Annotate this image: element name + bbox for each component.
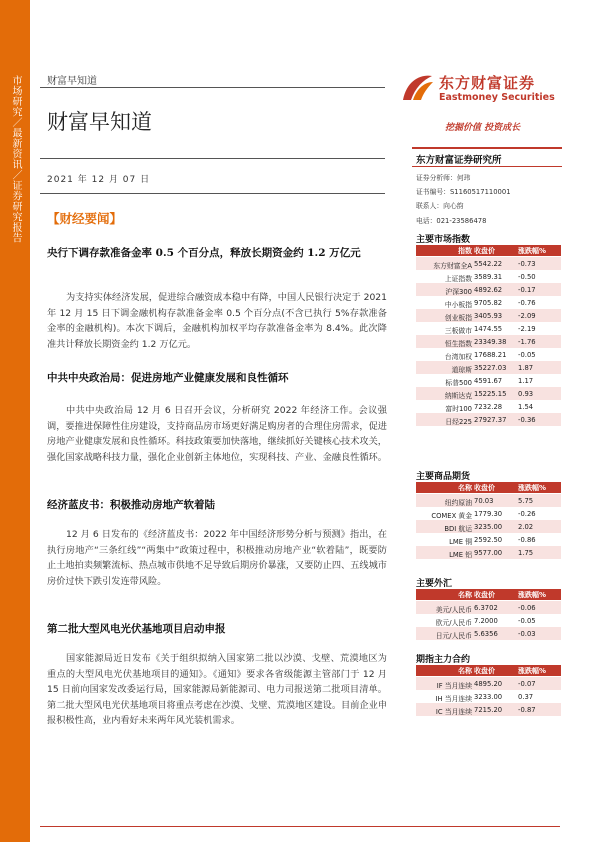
article-heading: 第二批大型风电光伏基地项目启动申报: [47, 623, 226, 635]
table-cell: -0.87: [518, 706, 536, 714]
phone: 电话：021-23586478: [416, 217, 487, 225]
table-header-cell: 收盘价: [474, 591, 495, 599]
table-cell: 纽约原油: [444, 499, 472, 507]
table-cell: -0.05: [518, 617, 536, 625]
table-row: [416, 520, 561, 533]
table-header-cell: 涨跌幅%: [518, 591, 547, 599]
brand-slogan: 挖掘价值 投资成长: [445, 123, 521, 133]
table-cell: -0.50: [518, 273, 536, 281]
table-cell: 5.75: [518, 497, 534, 505]
table-cell: 日经225: [445, 418, 472, 426]
report-category: 财富早知道: [47, 76, 97, 87]
table-row: [416, 413, 561, 426]
table-cell: -0.03: [518, 630, 536, 638]
table-row: [416, 546, 561, 559]
brand-logo: [399, 70, 559, 110]
table-cell: BDI 航运: [444, 525, 472, 533]
table-row: [416, 322, 561, 335]
institute-top-border: [412, 147, 562, 149]
table-row: [416, 374, 561, 387]
table-cell: 0.37: [518, 693, 534, 701]
table-cell: LME 铜: [449, 538, 472, 546]
table-cell: 富时100: [445, 405, 472, 413]
table-row: [416, 335, 561, 348]
table-cell: 3233.00: [474, 693, 503, 701]
table-title: 主要外汇: [416, 579, 453, 589]
table-row: [416, 494, 561, 507]
table-cell: 1.87: [518, 364, 534, 372]
analyst-name: 证券分析师：何玮: [416, 174, 471, 182]
table-cell: IC 当月连续: [435, 708, 472, 716]
table-header-cell: 名称: [458, 591, 472, 599]
sidebar-band: [0, 0, 30, 842]
table-cell: 创业板指: [444, 314, 472, 322]
table-cell: 3589.31: [474, 273, 503, 281]
table-cell: 3235.00: [474, 523, 503, 531]
table-cell: -0.73: [518, 260, 536, 268]
table-cell: 4591.67: [474, 377, 503, 385]
table-header: [416, 482, 561, 493]
article-heading: 中共中央政治局：促进房地产业健康发展和良性循环: [47, 372, 289, 384]
table-row: [416, 703, 561, 716]
table-cell: COMEX 黄金: [431, 512, 472, 520]
table-cell: 35227.03: [474, 364, 507, 372]
table-cell: -0.17: [518, 286, 536, 294]
table-cell: 15225.15: [474, 390, 507, 398]
table-cell: -2.09: [518, 312, 536, 320]
table-cell: 标普500: [445, 379, 472, 387]
table-title: 主要市场指数: [416, 235, 471, 245]
table-row: [416, 283, 561, 296]
table-cell: 恒生指数: [444, 340, 472, 348]
header-divider: [40, 87, 385, 88]
table-header-cell: 指数: [458, 247, 472, 255]
date-divider: [40, 193, 385, 194]
table-title: 期指主力合约: [416, 655, 471, 665]
table-cell: 上证指数: [444, 275, 472, 283]
table-cell: 美元/人民币: [435, 606, 472, 614]
table-header: [416, 665, 561, 676]
table-cell: 6.3702: [474, 604, 498, 612]
table-cell: -0.05: [518, 351, 536, 359]
brand-name-en: Eastmoney Securities: [439, 92, 555, 103]
table-cell: 中小板指: [444, 301, 472, 309]
table-cell: 7215.20: [474, 706, 503, 714]
table-cell: 纳斯达克: [444, 392, 472, 400]
table-cell: IF 当月连续: [436, 682, 472, 690]
table-row: [416, 400, 561, 413]
table-cell: 0.93: [518, 390, 534, 398]
article-body: 12 月 6 日发布的《经济蓝皮书：2022 年中国经济形势分析与预测》指出，在执行房地产“三条红线”“两集中”政策过程中，积极推动房地产业“软着陆”，既要防止土地拍卖频繁流标、热点城市供地不足导致后期房价暴涨，又要防止四、五线城市房价过快下跌引发连带风险。: [47, 529, 387, 587]
table-cell: LME 铝: [449, 551, 472, 559]
certificate-no: 证书编号：S1160517110001: [416, 188, 511, 196]
institute-divider: [412, 166, 562, 167]
table-header: [416, 589, 561, 600]
table-row: [416, 387, 561, 400]
article-body: 中共中央政治局 12 月 6 日召开会议，分析研究 2022 年经济工作。会议强调，要推进保障性住房建设，支持商品房市场更好满足购房者的合理住房需求，促进房地产业健康发展和良性循环。科技政策要加快落地，继续抓好关键核心技术攻关，强化国家战略科技力量，强化企业创新主体地位，实现科技、产业、金融良性循环。: [47, 405, 387, 463]
table-header-cell: 涨跌幅%: [518, 484, 547, 492]
table-cell: -0.06: [518, 604, 536, 612]
table-cell: 9577.00: [474, 549, 503, 557]
table-header-cell: 名称: [458, 484, 472, 492]
table-cell: -0.86: [518, 536, 536, 544]
table-header-cell: 收盘价: [474, 667, 495, 675]
article-heading: 央行下调存款准备金率 0.5 个百分点，释放长期资金约 1.2 万亿元: [47, 247, 361, 259]
table-cell: 东方财富全A: [433, 262, 472, 270]
table-header-cell: 名称: [458, 667, 472, 675]
table-row: [416, 507, 561, 520]
institute-title: 东方财富证券研究所: [416, 155, 502, 166]
table-cell: 3405.93: [474, 312, 503, 320]
article-heading: 经济蓝皮书：积极推动房地产软着陆: [47, 499, 215, 511]
table-cell: 2.02: [518, 523, 534, 531]
table-cell: 9705.82: [474, 299, 503, 307]
section-label: 【财经要闻】: [47, 211, 123, 226]
table-cell: -0.26: [518, 510, 536, 518]
table-cell: 70.03: [474, 497, 494, 505]
page-title: 财富早知道: [47, 110, 152, 134]
table-row: [416, 614, 561, 627]
table-row: [416, 309, 561, 322]
article-body: 国家能源局近日发布《关于组织拟纳入国家第二批以沙漠、戈壁、荒漠地区为重点的大型风电光伏基地项目的通知》。《通知》要求各省级能源主管部门于 12 月 15 日前向国家发改委运行局，国家能源局新能源司、电力司报送第二批项目清单。第二批大型风电光伏基地项目将重点考虑在沙漠、戈壁、荒漠地区建设。目前企业申报积极性高，业内看好未来两年风光装机需求。: [47, 653, 387, 726]
table-cell: 道琼斯: [451, 366, 472, 374]
table-cell: 7.2000: [474, 617, 498, 625]
table-cell: 1474.55: [474, 325, 503, 333]
table-cell: 23349.38: [474, 338, 507, 346]
table-cell: -1.76: [518, 338, 536, 346]
table-header-cell: 收盘价: [474, 247, 495, 255]
table-cell: 4895.20: [474, 680, 503, 688]
table-row: [416, 270, 561, 283]
table-cell: -2.19: [518, 325, 536, 333]
table-row: [416, 677, 561, 690]
table-row: [416, 690, 561, 703]
table-cell: IH 当月连续: [435, 695, 472, 703]
table-cell: 三板做市: [444, 327, 472, 335]
table-cell: 1.17: [518, 377, 534, 385]
table-cell: 27927.37: [474, 416, 507, 424]
table-cell: 欧元/人民币: [435, 619, 472, 627]
table-cell: 4892.62: [474, 286, 503, 294]
table-cell: -0.36: [518, 416, 536, 424]
footer-divider: [40, 826, 560, 827]
table-row: [416, 296, 561, 309]
table-cell: -0.76: [518, 299, 536, 307]
article-body: 为支持实体经济发展，促进综合融资成本稳中有降，中国人民银行决定于 2021 年 12 月 15 日下调金融机构存款准备金率 0.5 个百分点(不含已执行 5%存款准备金率的金融机构)。本次下调后，金融机构加权平均存款准备金率为 8.4%。此次降准共计释放长期资金约 1.2 万亿元。: [47, 292, 387, 350]
table-title: 主要商品期货: [416, 472, 471, 482]
table-cell: -0.07: [518, 680, 536, 688]
report-date: 2021 年 12 月 07 日: [47, 175, 151, 185]
table-cell: 沪深300: [445, 288, 472, 296]
table-cell: 5.6356: [474, 630, 498, 638]
table-cell: 日元/人民币: [435, 632, 472, 640]
logo-mark-icon: [399, 70, 435, 104]
table-cell: 台湾加权: [444, 353, 472, 361]
table-row: [416, 348, 561, 361]
table-row: [416, 627, 561, 640]
table-row: [416, 361, 561, 374]
contact-person: 联系人：向心韵: [416, 202, 464, 210]
table-cell: 2592.50: [474, 536, 503, 544]
title-divider: [40, 158, 385, 159]
table-header-cell: 涨跌幅%: [518, 247, 547, 255]
table-cell: 1.75: [518, 549, 534, 557]
table-cell: 7232.28: [474, 403, 503, 411]
table-cell: 17688.21: [474, 351, 507, 359]
brand-name-cn: 东方财富证券: [439, 74, 536, 92]
table-row: [416, 601, 561, 614]
table-header: [416, 245, 561, 256]
table-cell: 5542.22: [474, 260, 503, 268]
table-row: [416, 257, 561, 270]
table-row: [416, 533, 561, 546]
table-cell: 1.54: [518, 403, 534, 411]
sidebar-label: 市场研究／最新资讯／证券研究报告: [10, 75, 21, 243]
table-cell: 1779.30: [474, 510, 503, 518]
table-header-cell: 涨跌幅%: [518, 667, 547, 675]
table-header-cell: 收盘价: [474, 484, 495, 492]
